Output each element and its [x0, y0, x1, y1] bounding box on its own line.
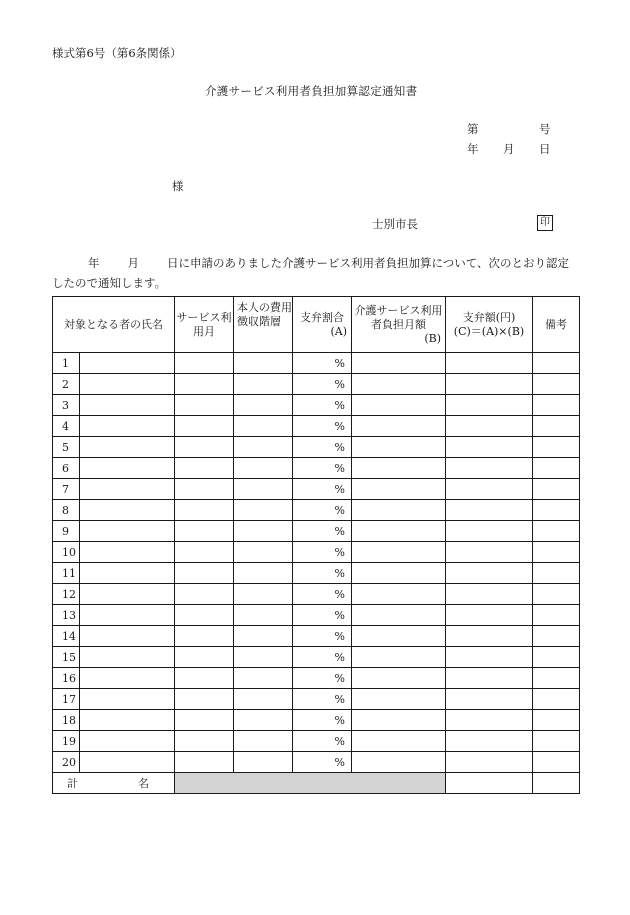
ratio-cell: %: [293, 374, 352, 395]
burden-cell[interactable]: [352, 521, 446, 542]
name-cell[interactable]: [80, 374, 175, 395]
table-row: [53, 458, 580, 479]
remarks-cell[interactable]: [533, 395, 580, 416]
total-unit: 名: [138, 777, 149, 790]
remarks-cell[interactable]: [533, 416, 580, 437]
service-month-cell[interactable]: [175, 710, 234, 731]
stage-cell[interactable]: [234, 521, 293, 542]
header-ratio: [293, 297, 352, 353]
name-cell[interactable]: [80, 395, 175, 416]
remarks-cell[interactable]: [533, 500, 580, 521]
remarks-cell[interactable]: [533, 374, 580, 395]
amount-cell[interactable]: [446, 563, 533, 584]
table-row: [53, 689, 580, 710]
name-cell[interactable]: [80, 626, 175, 647]
burden-cell[interactable]: [352, 647, 446, 668]
stage-cell[interactable]: [234, 479, 293, 500]
table-row: [53, 752, 580, 773]
ratio-cell: %: [293, 395, 352, 416]
row-number: 3: [53, 395, 80, 416]
addressee-honorific: 様: [172, 179, 184, 193]
header-ratio-label: 支弁割合: [300, 310, 344, 324]
row-number: 9: [53, 521, 80, 542]
burden-cell[interactable]: [352, 563, 446, 584]
row-number: 11: [53, 563, 80, 584]
date-month-label: 月: [503, 142, 515, 156]
ratio-cell: %: [293, 689, 352, 710]
burden-cell[interactable]: [352, 353, 446, 374]
doc-number-prefix: 第: [467, 122, 479, 136]
header-service-month-label: サービス利用月: [176, 310, 232, 338]
remarks-cell[interactable]: [533, 353, 580, 374]
table-row: [53, 353, 580, 374]
total-remarks-cell[interactable]: [533, 773, 580, 794]
row-number: 10: [53, 542, 80, 563]
table-row: [53, 416, 580, 437]
stage-cell[interactable]: [234, 668, 293, 689]
remarks-cell[interactable]: [533, 668, 580, 689]
notice-year: 年: [88, 256, 100, 270]
amount-cell[interactable]: [446, 353, 533, 374]
remarks-cell[interactable]: [533, 731, 580, 752]
service-month-cell[interactable]: [175, 353, 234, 374]
ratio-cell: %: [293, 563, 352, 584]
service-month-cell[interactable]: [175, 395, 234, 416]
amount-cell[interactable]: [446, 710, 533, 731]
burden-cell[interactable]: [352, 752, 446, 773]
name-cell[interactable]: [80, 353, 175, 374]
name-cell[interactable]: [80, 500, 175, 521]
ratio-cell: %: [293, 353, 352, 374]
service-month-cell[interactable]: [175, 605, 234, 626]
service-month-cell[interactable]: [175, 584, 234, 605]
table-row: [53, 710, 580, 731]
ratio-cell: %: [293, 605, 352, 626]
header-stage: [234, 297, 293, 353]
amount-cell[interactable]: [446, 689, 533, 710]
burden-cell[interactable]: [352, 605, 446, 626]
amount-cell[interactable]: [446, 521, 533, 542]
table-row: [53, 374, 580, 395]
amount-cell[interactable]: [446, 437, 533, 458]
row-number: 12: [53, 584, 80, 605]
burden-cell[interactable]: [352, 626, 446, 647]
row-number: 15: [53, 647, 80, 668]
seal-mark: 印: [537, 215, 553, 231]
burden-cell[interactable]: [352, 668, 446, 689]
header-amount-sub: (C)＝(A)×(B): [453, 324, 525, 338]
ratio-cell: %: [293, 710, 352, 731]
remarks-cell[interactable]: [533, 437, 580, 458]
service-month-cell[interactable]: [175, 626, 234, 647]
total-label: 計: [67, 777, 78, 790]
ratio-cell: %: [293, 668, 352, 689]
name-cell[interactable]: [80, 605, 175, 626]
remarks-cell[interactable]: [533, 689, 580, 710]
amount-cell[interactable]: [446, 605, 533, 626]
remarks-cell[interactable]: [533, 563, 580, 584]
header-burden-label: 介護サービス利用者負担月額: [354, 303, 443, 331]
notice-body: 日に申請のありました介護サービス利用者負担加算について、次のとおり認定したので通知します。: [52, 256, 570, 290]
table-row: [53, 584, 580, 605]
ratio-cell: %: [293, 416, 352, 437]
form-number: 様式第6号（第6条関係）: [52, 46, 182, 60]
service-month-cell[interactable]: [175, 437, 234, 458]
table-row: [53, 500, 580, 521]
certification-table: [52, 296, 580, 794]
amount-cell[interactable]: [446, 500, 533, 521]
burden-cell[interactable]: [352, 479, 446, 500]
ratio-cell: %: [293, 542, 352, 563]
ratio-cell: %: [293, 479, 352, 500]
burden-cell[interactable]: [352, 395, 446, 416]
stage-cell[interactable]: [234, 626, 293, 647]
header-remarks: 備考: [533, 297, 580, 353]
service-month-cell[interactable]: [175, 668, 234, 689]
name-cell[interactable]: [80, 521, 175, 542]
name-cell[interactable]: [80, 584, 175, 605]
amount-cell[interactable]: [446, 647, 533, 668]
table-row: [53, 542, 580, 563]
amount-cell[interactable]: [446, 479, 533, 500]
name-cell[interactable]: [80, 563, 175, 584]
amount-cell[interactable]: [446, 416, 533, 437]
doc-number-suffix: 号: [539, 122, 551, 136]
row-number: 7: [53, 479, 80, 500]
date-year-label: 年: [467, 142, 479, 156]
remarks-cell[interactable]: [533, 710, 580, 731]
burden-cell[interactable]: [352, 689, 446, 710]
burden-cell[interactable]: [352, 500, 446, 521]
service-month-cell[interactable]: [175, 752, 234, 773]
table-row: [53, 668, 580, 689]
service-month-cell[interactable]: [175, 500, 234, 521]
remarks-cell[interactable]: [533, 542, 580, 563]
stage-cell[interactable]: [234, 395, 293, 416]
service-month-cell[interactable]: [175, 731, 234, 752]
stage-cell[interactable]: [234, 437, 293, 458]
ratio-cell: %: [293, 752, 352, 773]
stage-cell[interactable]: [234, 542, 293, 563]
total-label-cell: [53, 773, 175, 794]
amount-cell[interactable]: [446, 752, 533, 773]
row-number: 13: [53, 605, 80, 626]
name-cell[interactable]: [80, 416, 175, 437]
amount-cell[interactable]: [446, 626, 533, 647]
name-cell[interactable]: [80, 542, 175, 563]
stage-cell[interactable]: [234, 689, 293, 710]
header-service-month: [175, 297, 234, 353]
service-month-cell[interactable]: [175, 689, 234, 710]
service-month-cell[interactable]: [175, 416, 234, 437]
remarks-cell[interactable]: [533, 605, 580, 626]
stage-cell[interactable]: [234, 647, 293, 668]
burden-cell[interactable]: [352, 731, 446, 752]
remarks-cell[interactable]: [533, 521, 580, 542]
ratio-cell: %: [293, 437, 352, 458]
table-header-row: [53, 297, 580, 353]
amount-cell[interactable]: [446, 374, 533, 395]
burden-cell[interactable]: [352, 458, 446, 479]
amount-cell[interactable]: [446, 542, 533, 563]
remarks-cell[interactable]: [533, 752, 580, 773]
total-shaded-cell: [175, 773, 446, 794]
name-cell[interactable]: [80, 647, 175, 668]
table-row: [53, 563, 580, 584]
row-number: 18: [53, 710, 80, 731]
name-cell[interactable]: [80, 479, 175, 500]
total-row: [53, 773, 580, 794]
header-amount: [446, 297, 533, 353]
stage-cell[interactable]: [234, 458, 293, 479]
header-name: 対象となる者の氏名: [53, 297, 175, 353]
ratio-cell: %: [293, 521, 352, 542]
remarks-cell[interactable]: [533, 584, 580, 605]
service-month-cell[interactable]: [175, 479, 234, 500]
stage-cell[interactable]: [234, 500, 293, 521]
row-number: 5: [53, 437, 80, 458]
name-cell[interactable]: [80, 458, 175, 479]
row-number: 19: [53, 731, 80, 752]
ratio-cell: %: [293, 584, 352, 605]
name-cell[interactable]: [80, 689, 175, 710]
row-number: 17: [53, 689, 80, 710]
burden-cell[interactable]: [352, 542, 446, 563]
stage-cell[interactable]: [234, 353, 293, 374]
burden-cell[interactable]: [352, 437, 446, 458]
notice-text: [52, 253, 580, 293]
amount-cell[interactable]: [446, 668, 533, 689]
row-number: 1: [53, 353, 80, 374]
name-cell[interactable]: [80, 752, 175, 773]
row-number: 8: [53, 500, 80, 521]
burden-cell[interactable]: [352, 374, 446, 395]
name-cell[interactable]: [80, 668, 175, 689]
header-ratio-sub: (A): [330, 324, 347, 338]
row-number: 2: [53, 374, 80, 395]
name-cell[interactable]: [80, 731, 175, 752]
remarks-cell[interactable]: [533, 626, 580, 647]
stage-cell[interactable]: [234, 731, 293, 752]
service-month-cell[interactable]: [175, 563, 234, 584]
stage-cell[interactable]: [234, 752, 293, 773]
table-row: [53, 437, 580, 458]
service-month-cell[interactable]: [175, 647, 234, 668]
amount-cell[interactable]: [446, 458, 533, 479]
ratio-cell: %: [293, 626, 352, 647]
ratio-cell: %: [293, 500, 352, 521]
stage-cell[interactable]: [234, 374, 293, 395]
row-number: 14: [53, 626, 80, 647]
header-burden: [352, 297, 446, 353]
issuer-name: 士別市長: [372, 217, 418, 231]
ratio-cell: %: [293, 647, 352, 668]
ratio-cell: %: [293, 458, 352, 479]
name-cell[interactable]: [80, 710, 175, 731]
amount-cell[interactable]: [446, 731, 533, 752]
remarks-cell[interactable]: [533, 479, 580, 500]
remarks-cell[interactable]: [533, 647, 580, 668]
header-stage-label: 本人の費用徴収階層: [237, 301, 292, 328]
header-amount-label: 支弁額(円): [462, 310, 516, 324]
stage-cell[interactable]: [234, 710, 293, 731]
ratio-cell: %: [293, 731, 352, 752]
table-row: [53, 605, 580, 626]
table-row: [53, 395, 580, 416]
notice-month: 月: [127, 256, 139, 270]
document-title: 介護サービス利用者負担加算認定通知書: [205, 84, 418, 98]
row-number: 20: [53, 752, 80, 773]
table-row: [53, 626, 580, 647]
date-day-label: 日: [539, 142, 551, 156]
header-burden-sub: (B): [424, 331, 441, 345]
service-month-cell[interactable]: [175, 542, 234, 563]
total-amount-cell[interactable]: [446, 773, 533, 794]
service-month-cell[interactable]: [175, 521, 234, 542]
remarks-cell[interactable]: [533, 458, 580, 479]
stage-cell[interactable]: [234, 584, 293, 605]
amount-cell[interactable]: [446, 395, 533, 416]
service-month-cell[interactable]: [175, 374, 234, 395]
burden-cell[interactable]: [352, 416, 446, 437]
burden-cell[interactable]: [352, 710, 446, 731]
service-month-cell[interactable]: [175, 458, 234, 479]
table-row: [53, 731, 580, 752]
stage-cell[interactable]: [234, 416, 293, 437]
burden-cell[interactable]: [352, 584, 446, 605]
row-number: 6: [53, 458, 80, 479]
table-row: [53, 479, 580, 500]
row-number: 16: [53, 668, 80, 689]
name-cell[interactable]: [80, 437, 175, 458]
table-row: [53, 521, 580, 542]
stage-cell[interactable]: [234, 563, 293, 584]
table-row: [53, 647, 580, 668]
row-number: 4: [53, 416, 80, 437]
stage-cell[interactable]: [234, 605, 293, 626]
amount-cell[interactable]: [446, 584, 533, 605]
